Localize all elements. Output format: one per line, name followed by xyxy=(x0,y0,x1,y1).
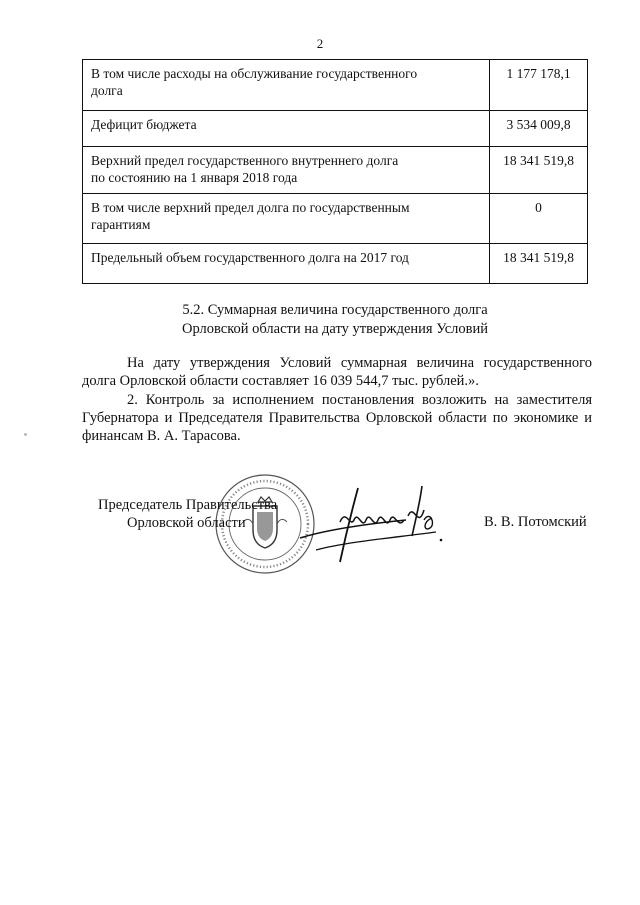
signatory-title-line1: Председатель Правительства xyxy=(98,497,278,513)
table-cell-label: Дефицит бюджета xyxy=(83,111,490,147)
table-cell-value: 1 177 178,1 xyxy=(490,60,588,111)
table-cell-value: 18 341 519,8 xyxy=(490,147,588,194)
table-cell-value: 0 xyxy=(490,194,588,244)
table-row xyxy=(83,111,588,147)
table-cell-label: В том числе расходы на обслуживание государственного долга xyxy=(83,60,490,111)
table-cell-label: Предельный объем государственного долга на 2017 год xyxy=(83,244,490,284)
table-cell-label: В том числе верхний предел долга по государственным гарантиям xyxy=(83,194,490,244)
signatory-title-line2: Орловской области xyxy=(127,515,246,531)
table-cell-value: 3 534 009,8 xyxy=(490,111,588,147)
table-row xyxy=(83,147,588,194)
table-row xyxy=(83,60,588,111)
page-number: 2 xyxy=(316,36,324,51)
signatory-name: В. В. Потомский xyxy=(484,514,587,530)
paragraph-control: 2. Контроль за исполнением постановления возложить на заместителя Губернатора и Председателя Правительства Орловской области по экономике и финансам В. А. Тарасова. xyxy=(82,392,592,444)
table-row xyxy=(83,194,588,244)
paragraph-total-debt: На дату утверждения Условий суммарная величина государственного долга Орловской области составляет 16 039 544,7 тыс. рублей.». xyxy=(82,355,592,389)
scan-speck xyxy=(24,433,27,436)
handwritten-signature-icon xyxy=(296,480,454,570)
section-heading: 5.2. Суммарная величина государственного долга Орловской области на дату утверждения Условий xyxy=(181,302,489,337)
budget-table xyxy=(82,59,588,284)
table-row xyxy=(83,244,588,284)
table-cell-label: Верхний предел государственного внутреннего долга по состоянию на 1 января 2018 года xyxy=(83,147,490,194)
table-cell-value: 18 341 519,8 xyxy=(490,244,588,284)
